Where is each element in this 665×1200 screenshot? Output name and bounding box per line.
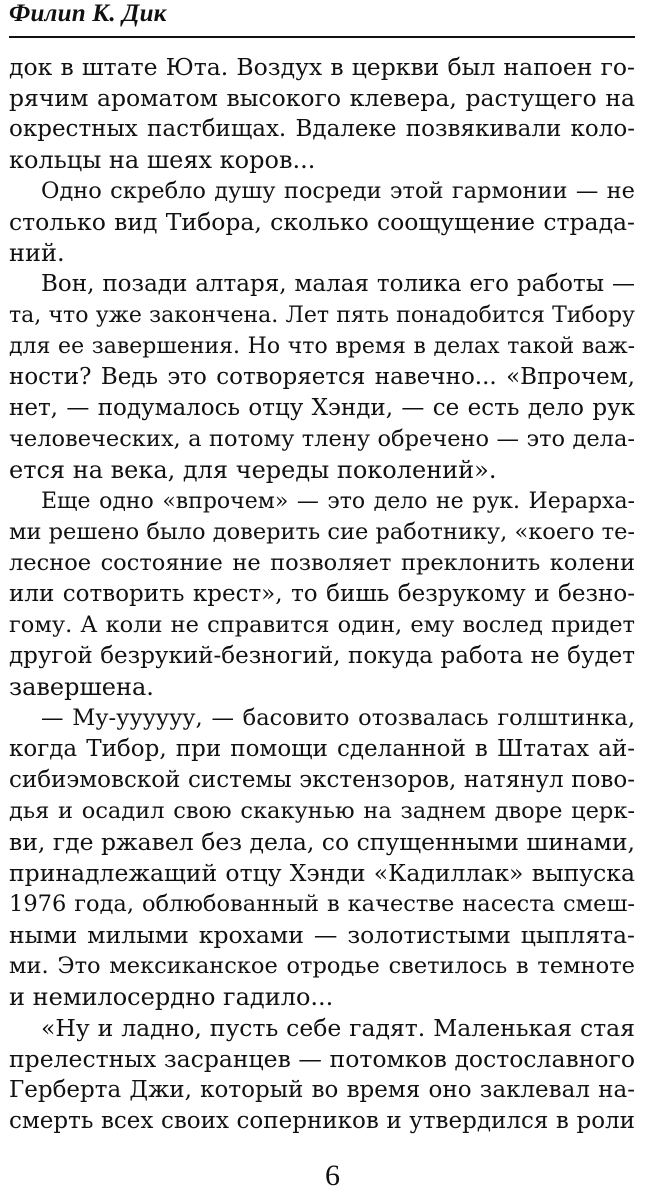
- text-line: ми. Это мексиканское отродье светилось в темноте: [9, 953, 635, 979]
- text-line: рячим ароматом высокого клевера, растущего на: [9, 84, 635, 112]
- text-line: окрестных пастбищах. Вдалеке позвякивали коло-: [9, 116, 635, 142]
- text-line: та, что уже закончена. Лет пять понадобится Тибору: [9, 303, 635, 328]
- text-line: нет, — подумалось отцу Хэнди, — се есть дело рук: [9, 395, 635, 421]
- page-number: 6: [325, 1159, 340, 1192]
- header-rule: [9, 36, 635, 38]
- text-line: гому. А коли не справится один, ему вослед придет: [9, 612, 635, 638]
- text-line: столько вид Тибора, сколько соощущение страда-: [9, 208, 635, 236]
- text-line: 1976 года, облюбованный в качестве насеста смеш-: [9, 891, 635, 917]
- text-line: человеческих, а потому тлену обречено — это дела-: [9, 426, 635, 452]
- text-line: завершена.: [9, 673, 154, 701]
- text-line: ется на века, для череды поколений».: [9, 456, 497, 484]
- text-line: Еще одно «впрочем» — это дело не рук. Иерархa-: [41, 489, 635, 514]
- text-line: для ее завершения. Но что время в делах такой важ-: [9, 334, 635, 359]
- text-line: ний.: [9, 239, 65, 267]
- text-line: — Му-уууууу, — басовито отозвалась голштинка,: [41, 705, 635, 731]
- page-body-text: [9, 52, 635, 1137]
- text-line: и немилосердно гадило...: [9, 983, 334, 1011]
- running-head-author: Филип К. Дик: [9, 0, 167, 27]
- text-line: смерть всех своих соперников и утвердился в роли: [9, 1108, 635, 1134]
- text-line: кольцы на шеях коров...: [9, 146, 316, 174]
- text-line: Одно скребло душу посреди этой гармонии — не: [41, 178, 635, 204]
- text-line: Вон, позади алтаря, малая толика его работы —: [41, 271, 635, 297]
- text-line: когда Тибор, при помощи сделанной в Штатах ай-: [9, 736, 635, 762]
- text-line: лесное состояние не позволяет преклонить колени: [9, 550, 635, 576]
- text-line: док в штате Юта. Воздух в церкви был напоен го-: [9, 53, 635, 81]
- text-line: или сотворить крест», то бишь безрукому и безно-: [9, 581, 635, 607]
- text-line: дья и осадил свою скакунью на заднем дворе церк-: [9, 798, 635, 824]
- text-line: принадлежащий отцу Хэнди «Кадиллак» выпуска: [9, 859, 635, 887]
- text-line: ви, где ржавел без дела, со спущенными шинами,: [9, 828, 635, 856]
- text-line: сибиэмовской системы экстензоров, натянул пово-: [9, 767, 635, 793]
- text-line: прелестных засранцев — потомков достославного: [9, 1045, 635, 1073]
- text-line: ными милыми крохами — золотистыми цыплята-: [9, 921, 635, 949]
- text-line: ми решено было доверить сие работнику, «коего те-: [9, 519, 635, 545]
- text-line: «Ну и ладно, пусть себе гадят. Маленькая стая: [41, 1014, 635, 1042]
- text-line: Герберта Джи, который во время оно заклевал на-: [9, 1077, 635, 1103]
- text-line: ности? Ведь это сотворяется навечно... «Впрочем,: [9, 364, 635, 390]
- text-line: другой безрукий-безногий, покуда работа не будет: [9, 643, 635, 669]
